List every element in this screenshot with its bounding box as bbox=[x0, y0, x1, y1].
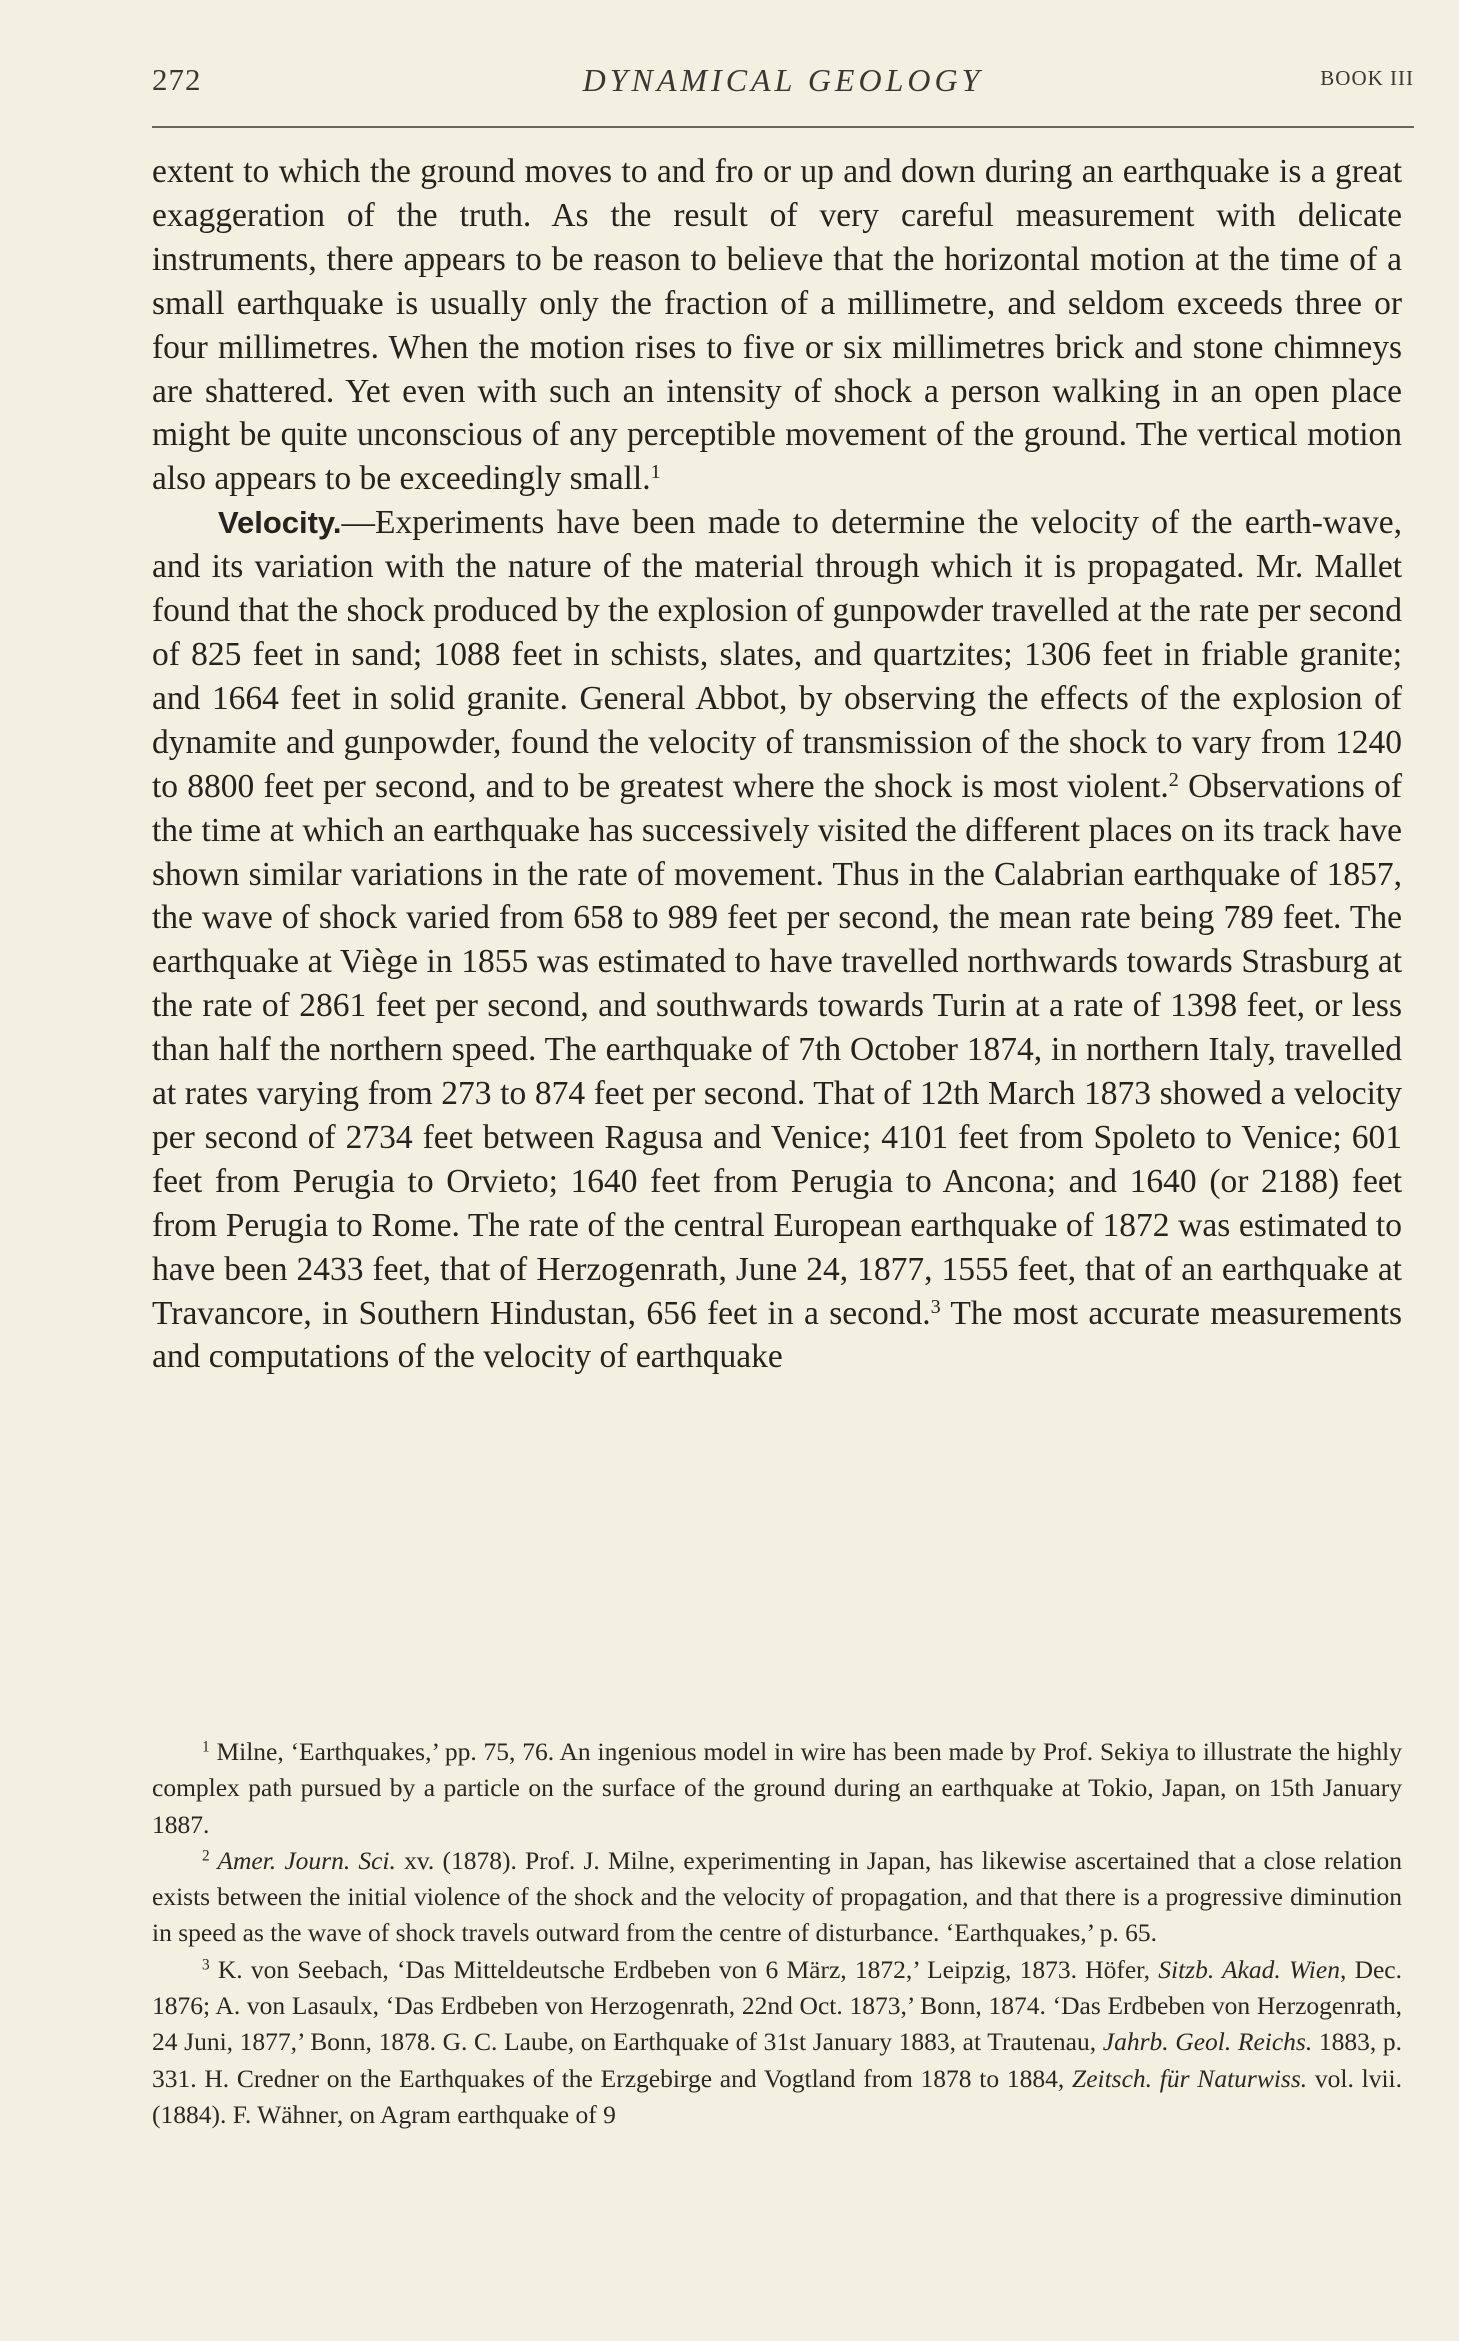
footnote-2 bbox=[152, 1843, 1402, 1952]
paragraph-text: The most accurate measurements and computations of the velocity of earthquake bbox=[152, 1294, 1402, 1376]
footnote-text: K. von Seebach, ‘Das Mitteldeutsche Erdbeben von 6 März, 1872,’ Leipzig, 1873. Höfer, bbox=[209, 1954, 1159, 1984]
journal-title: Amer. Journ. Sci. bbox=[209, 1845, 396, 1875]
paragraph-text: Observations of the time at which an earthquake has successively visited the different places on its track have shown similar variations in the rate of movement. Thus in the Calabrian earthquake of 1857, the wave of shock varied from 658 to 989 feet per second, the mean rate being 789 feet. The earthquake at Viège in 1855 was estimated to have travelled northwards towards Strasburg at the rate of 2861 feet per second, and southwards towards Turin at a rate of 1398 feet, or less than half the northern speed. The earthquake of 7th October 1874, in northern Italy, travelled at rates varying from 273 to 874 feet per second. That of 12th March 1873 showed a velocity per second of 2734 feet between Ragusa and Venice; 4101 feet from Spoleto to Venice; 601 feet from Perugia to Orvieto; 1640 feet from Perugia to Ancona; and 1640 (or 2188) feet from Perugia to Rome. The rate of the central European earthquake of 1872 was estimated to have been 2433 feet, that of Herzogenrath, June 24, 1877, 1555 feet, that of an earthquake at Travancore, in Southern Hindustan, 656 feet in a second. bbox=[152, 767, 1402, 1332]
footnote-text: , Dec. 1876; A. von Lasaulx, ‘Das Erdbeben von Herzogenrath, 22nd Oct. 1873,’ Bonn, 1874. ‘Das Erdbeben von Herzogenrath, 24 Juni, 1877,’ Bonn, 1878. G. C. Laube, on Earthquake of 31st January 1883, at Trautenau, bbox=[152, 1954, 1402, 2057]
footnote-number: 2 bbox=[202, 1847, 210, 1865]
running-title: DYNAMICAL GEOLOGY bbox=[582, 62, 984, 98]
footnote-text: 1883, p. 331. H. Credner on the Earthquakes of the Erzgebirge and Vogtland from 1878 to 1884, bbox=[152, 2027, 1403, 2093]
footnote-text: vol. lvii. (1884). F. Wähner, on Agram earthquake of 9 bbox=[152, 2063, 1402, 2129]
footnotes bbox=[152, 1734, 1402, 2133]
footnote-ref-2: 2 bbox=[1168, 768, 1179, 791]
main-text bbox=[152, 150, 1402, 1379]
paragraph-continued bbox=[152, 150, 1402, 501]
footnote-ref-1: 1 bbox=[650, 461, 661, 484]
paragraph-text: extent to which the ground moves to and fro or up and down during an earthquake is a great exaggeration of the truth. As the result of very careful measurement with delicate instruments, there appears to be reason to believe that the horizontal motion at the time of a small earthquake is usually only the fraction of a millimetre, and seldom exceeds three or four millimetres. When the motion rises to five or six millimetres brick and stone chimneys are shattered. Yet even with such an intensity of shock a person walking in an open place might be quite unconscious of any perceptible movement of the ground. The vertical motion also appears to be exceedingly small. bbox=[152, 153, 1402, 498]
header-rule bbox=[152, 126, 1414, 128]
footnote-number: 3 bbox=[202, 1956, 210, 1974]
paragraph-text: Experiments have been made to determine the velocity of the earth-wave, and its variation with the nature of the material through which it is propagated. Mr. Mallet found that the shock produced by the explosion of gunpowder travelled at the rate per second of 825 feet in sand; 1088 feet in schists, slates, and quartzites; 1306 feet in friable granite; and 1664 feet in solid granite. General Abbot, by observing the effects of the explosion of dynamite and gunpowder, found the velocity of transmission of the shock to vary from 1240 to 8800 feet per second, and to be greatest where the shock is most violent. bbox=[152, 504, 1402, 805]
footnote-1 bbox=[152, 1734, 1402, 1843]
em-dash: — bbox=[341, 504, 375, 542]
page-number: 272 bbox=[152, 62, 202, 97]
journal-title: Sitzb. Akad. Wien bbox=[1158, 1954, 1340, 1984]
journal-title: Zeitsch. für Naturwiss. bbox=[1072, 2063, 1308, 2093]
book-label: BOOK III bbox=[1320, 66, 1414, 90]
footnote-3 bbox=[152, 1952, 1402, 2133]
footnote-number: 1 bbox=[202, 1738, 210, 1756]
journal-title: Jahrb. Geol. Reichs. bbox=[1102, 2027, 1313, 2057]
section-run-head: Velocity. bbox=[218, 505, 342, 541]
footnote-text: Milne, ‘Earthquakes,’ pp. 75, 76. An ingenious model in wire has been made by Prof. Sekiya to illustrate the highly complex path pursued by a particle on the surface of the ground during an earthquake at Tokio, Japan, on 15th January 1887. bbox=[152, 1737, 1402, 1839]
footnote-ref-3: 3 bbox=[930, 1295, 941, 1318]
page-header bbox=[152, 62, 1414, 106]
paragraph-velocity bbox=[152, 501, 1402, 1379]
footnote-text: xv. (1878). Prof. J. Milne, experimenting in Japan, has likewise ascertained that a close relation exists between the initial violence of the shock and the velocity of propagation, and that there is a progressive diminution in speed as the wave of shock travels outward from the centre of disturbance. ‘Earthquakes,’ p. 65. bbox=[152, 1845, 1402, 1948]
